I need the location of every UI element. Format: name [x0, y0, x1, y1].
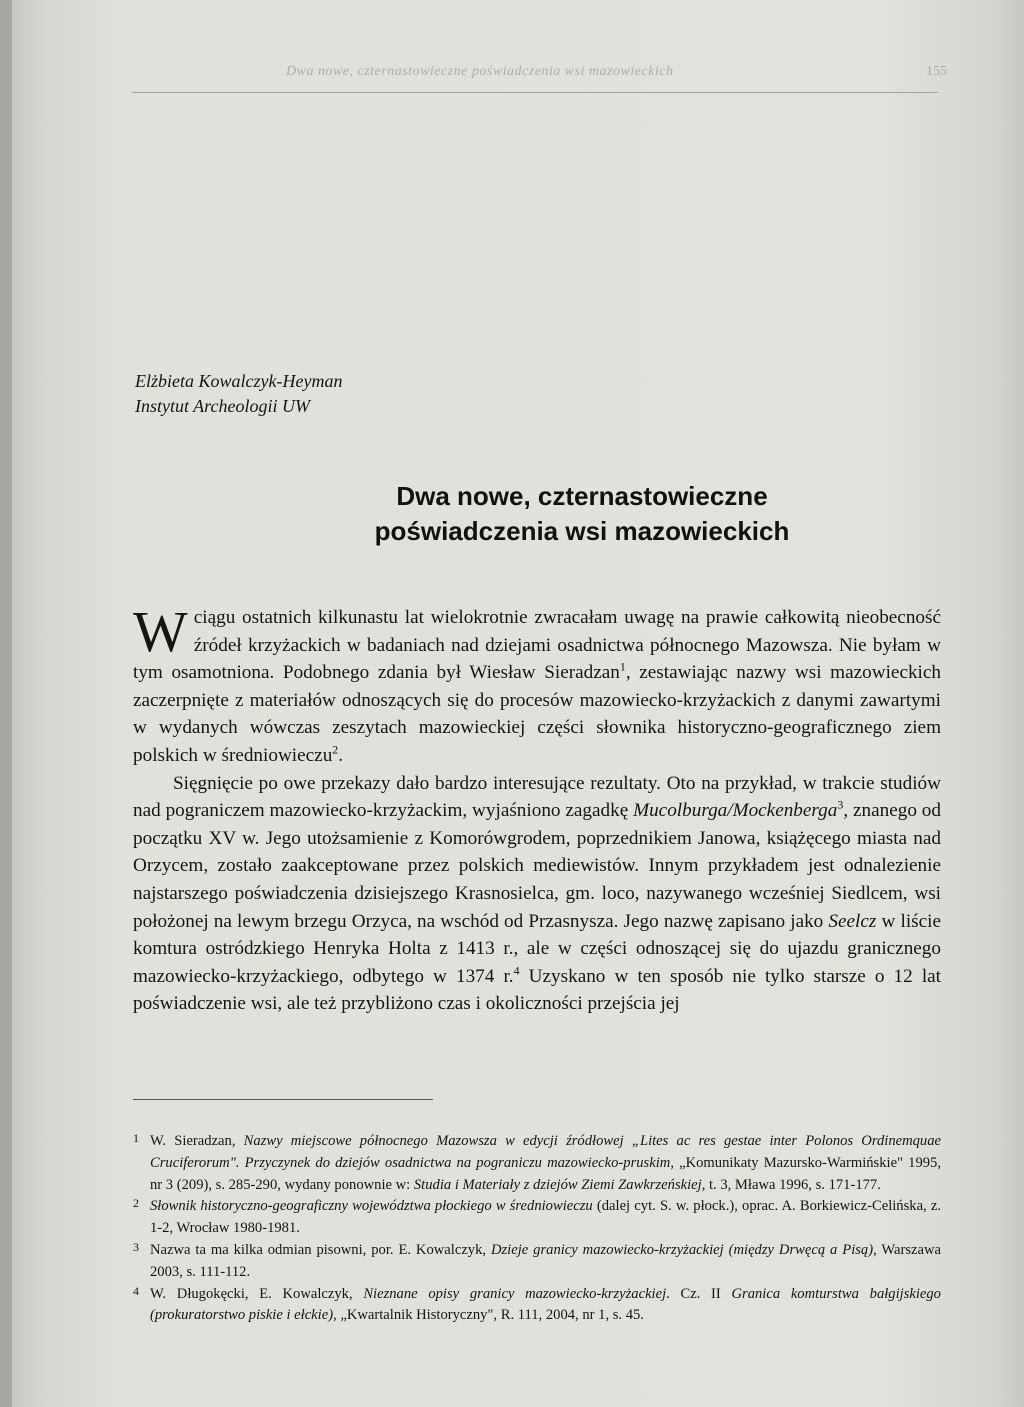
fn1-text-c: , t. 3, Mława 1996, s. 171-177.: [701, 1176, 881, 1193]
footnote-number: 3: [133, 1239, 139, 1254]
page-edge-shadow: [0, 0, 12, 1407]
footnotes: [133, 1131, 941, 1327]
fn1-italic-1: Nazwy miejscowe północnego Mazowsza w edycji źródłowej „Lites ac res gestae inter Polonos Ordinemquae Cruciferorum". Przyczynek do dziejów osadnictwa na pograniczu mazowiecko-pruskim: [150, 1133, 941, 1171]
title-line-2: poświadczenia wsi mazowieckich: [374, 516, 790, 546]
header-rule: [132, 92, 938, 93]
article-title: [200, 479, 964, 549]
footnote-ref-4: 4: [513, 963, 520, 978]
footnote-4: [133, 1284, 941, 1328]
fn4-text-a: W. Długokęcki, E. Kowalczyk,: [150, 1285, 364, 1302]
fn1-text-b: , „Komunikaty Mazursko-Warmińskie" 1995, nr 3 (209), s. 285-290, wydany ponownie w:: [150, 1154, 942, 1193]
article-body: [133, 599, 941, 1018]
fn3-text-b: , Warszawa 2003, s. 111-112.: [150, 1241, 941, 1280]
author-name: Elżbieta Kowalczyk-Heyman: [135, 371, 343, 391]
fn4-italic-1: Nieznane opisy granicy mazowiecko-krzyżackiej: [363, 1285, 667, 1302]
p1-text-c: .: [338, 744, 344, 766]
p2-italic-1: Mucolburga/Mockenberga: [633, 800, 838, 822]
footnote-2: [133, 1196, 941, 1240]
p2-text-c: w liście komtura ostródzkiego Henryka Holta z 1413 r., ale w części odnoszącej się do ujazdu granicznego mazowiecko-krzyżackiego, odbytego w 1374 r.: [133, 910, 941, 987]
author-block: [135, 369, 342, 419]
drop-cap: W: [133, 599, 188, 664]
bleed-through-running-header: Dwa nowe, czternastowieczne poświadczenia wsi mazowieckich: [286, 64, 674, 79]
fn2-text-a: (dalej cyt. S. w. płock.), oprac. A. Borkiewicz-Celińska, z. 1-2, Wrocław 1980-1981.: [150, 1198, 941, 1237]
p2-text-b: , znanego od początku XV w. Jego utożsamienie z Komorówgrodem, poprzednikiem Janowa, książęcego miasta nad Orzycem, zostało zaakceptowane przez polskich mediewistów. Innym przykładem jest odnalezienie najstarszego poświadczenia dzisiejszego Krasnosielca, gm. loco, nazywanego wcześniej Siedlcem, wsi położonej na lewym brzegu Orzyca, na wschód od Przasnysza. Jego nazwę zapisano jako: [133, 800, 941, 932]
bleed-through-page-number: 155: [926, 64, 947, 79]
fn4-text-b: . Cz. II: [666, 1285, 732, 1302]
fn3-italic-1: Dzieje granicy mazowiecko-krzyżackiej (między Drwęcą a Pisą): [490, 1241, 874, 1258]
p1-text-b: , zestawiając nazwy wsi mazowieckich zaczerpnięte z materiałów odnoszących się do procesów mazowiecko-krzyżackich z danymi zawartymi w wydanych wówczas zeszytach mazowieckiej części słownika historyczno-geograficznego ziem polskich w średniowieczu: [133, 662, 941, 766]
p2-text-d: Uzyskano w ten sposób nie tylko starsze o 12 lat poświadczenie wsi, ale też przybliżono czas i okoliczności przejścia jej: [133, 965, 941, 1015]
fn1-italic-2: Studia i Materiały z dziejów Ziemi Zawkrzeńskiej: [413, 1176, 702, 1193]
footnote-3: [133, 1240, 941, 1284]
p2-text-a: Sięgnięcie po owe przekazy dało bardzo interesujące rezultaty. Oto na przykład, w trakcie studiów nad pograniczem mazowiecko-krzyżackim, wyjaśniono zagadkę: [133, 772, 941, 822]
fn4-text-c: , „Kwartalnik Historyczny", R. 111, 2004, nr 1, s. 45.: [333, 1307, 644, 1324]
footnote-ref-1: 1: [619, 659, 626, 674]
paragraph-2: [133, 770, 941, 1018]
footnote-ref-3: 3: [837, 797, 844, 812]
fn1-text-a: W. Sieradzan,: [150, 1133, 244, 1149]
footnote-rule: [133, 1099, 433, 1100]
footnote-1: [133, 1131, 941, 1196]
paragraph-1: [133, 599, 941, 770]
author-affiliation: Instytut Archeologii UW: [135, 396, 310, 416]
p2-italic-2: Seelcz: [828, 910, 877, 932]
footnote-number: 1: [133, 1131, 139, 1145]
footnote-ref-2: 2: [332, 742, 339, 757]
fn2-italic-1: Słownik historyczno-geograficzny województwa płockiego w średniowieczu: [150, 1198, 593, 1215]
footnote-number: 4: [133, 1283, 139, 1298]
fn3-text-a: Nazwa ta ma kilka odmian pisowni, por. E. Kowalczyk,: [150, 1241, 491, 1258]
title-line-1: Dwa nowe, czternastowieczne: [396, 481, 768, 511]
footnote-number: 2: [133, 1196, 139, 1211]
fn4-italic-2: Granica komturstwa bałgijskiego (prokuratorstwo piskie i ełckie): [150, 1285, 941, 1324]
p1-text-a: ciągu ostatnich kilkunastu lat wielokrotnie zwracałam uwagę na prawie całkowitą nieobecność źródeł krzyżackich w badaniach nad dziejami osadnictwa północnego Mazowsza. Nie byłam w tym osamotniona. Podobnego zdania był Wiesław Sieradzan: [133, 607, 941, 684]
